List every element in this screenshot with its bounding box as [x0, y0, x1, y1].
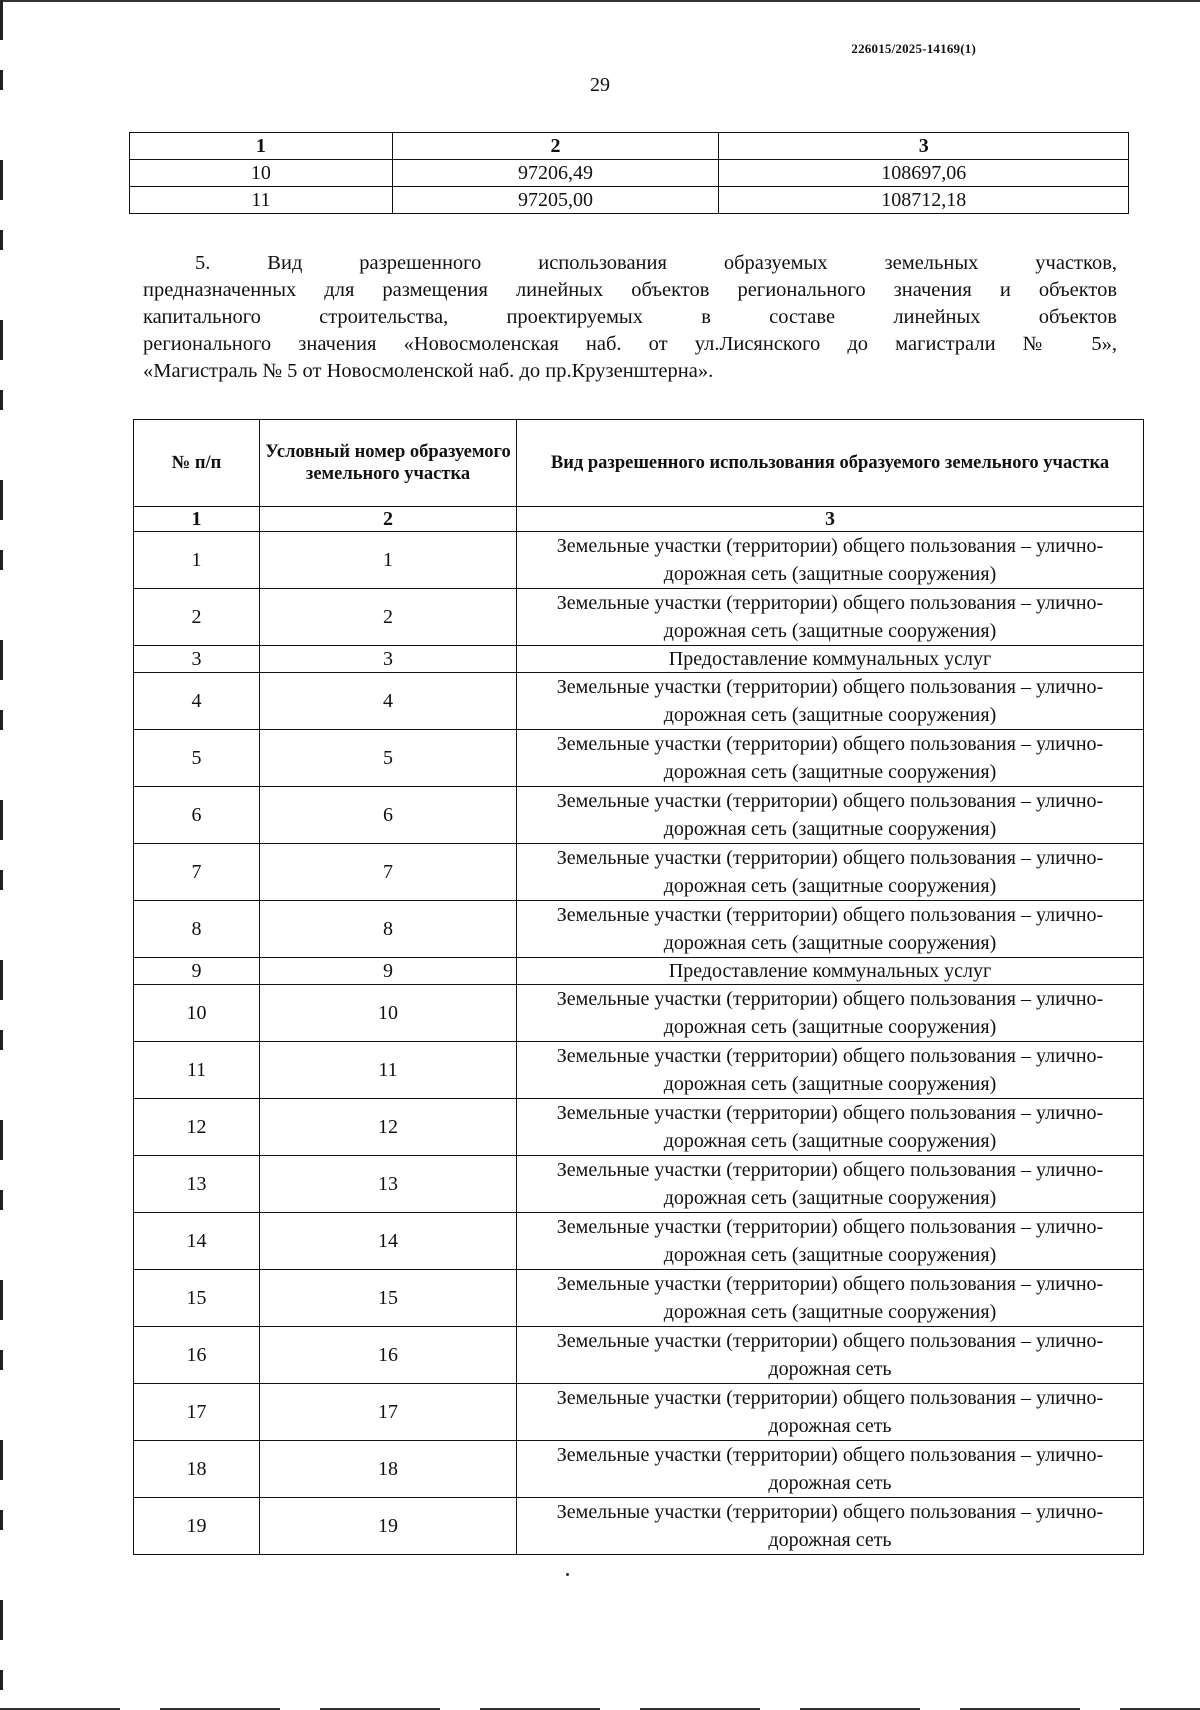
header-cell: 1: [130, 133, 393, 160]
table-row: [134, 730, 1144, 787]
permitted-use: Земельные участки (территории) общего пользования – улично-дорожная сеть (защитные сооружения): [517, 1099, 1144, 1156]
row-number: 3: [134, 646, 260, 673]
permitted-use: Земельные участки (территории) общего пользования – улично-дорожная сеть: [517, 1498, 1144, 1555]
plot-number: 11: [260, 1042, 517, 1099]
plot-number: 12: [260, 1099, 517, 1156]
document-id: 226015/2025-14169(1): [851, 41, 976, 56]
row-number: 15: [134, 1270, 260, 1327]
row-number: 18: [134, 1441, 260, 1498]
table-row: [134, 1099, 1144, 1156]
plot-number: 7: [260, 844, 517, 901]
paragraph-line: предназначенных для размещения линейных объектов регионального значения и объектов: [143, 279, 1117, 301]
permitted-use: Земельные участки (территории) общего пользования – улично-дорожная сеть (защитные сооружения): [517, 1270, 1144, 1327]
permitted-use: Земельные участки (территории) общего пользования – улично-дорожная сеть (защитные сооружения): [517, 985, 1144, 1042]
row-number: 5: [134, 730, 260, 787]
row-number: 7: [134, 844, 260, 901]
plot-number: 6: [260, 787, 517, 844]
plot-number: 4: [260, 673, 517, 730]
table-row: [130, 160, 1129, 187]
column-number: 2: [260, 507, 517, 532]
scan-left-edge: [0, 0, 3, 1710]
table-row: [134, 1213, 1144, 1270]
row-number: 11: [134, 1042, 260, 1099]
paragraph-line: 5. Вид разрешенного использования образуемых земельных участков,: [195, 252, 1117, 274]
plot-number: 5: [260, 730, 517, 787]
row-number: 10: [134, 985, 260, 1042]
plot-number: 8: [260, 901, 517, 958]
table-row: [134, 1270, 1144, 1327]
scan-top-edge: [0, 0, 1200, 2]
table-row: [134, 1156, 1144, 1213]
coordinate-x: 97206,49: [392, 160, 719, 187]
table-row: [134, 646, 1144, 673]
coordinates-header-row: [130, 133, 1129, 160]
row-number: 4: [134, 673, 260, 730]
row-number: 12: [134, 1099, 260, 1156]
permitted-use: Земельные участки (территории) общего пользования – улично-дорожная сеть: [517, 1327, 1144, 1384]
permitted-use: Земельные участки (территории) общего пользования – улично-дорожная сеть (защитные сооружения): [517, 787, 1144, 844]
table-row: [134, 1384, 1144, 1441]
table-row: [134, 532, 1144, 589]
permitted-use: Предоставление коммунальных услуг: [517, 958, 1144, 985]
paragraph-line: «Магистраль № 5 от Новосмоленской наб. до пр.Крузенштерна».: [143, 360, 714, 382]
row-number: 14: [134, 1213, 260, 1270]
table-row: [134, 1498, 1144, 1555]
plot-number: 15: [260, 1270, 517, 1327]
scan-speck: [566, 1573, 569, 1576]
point-number: 10: [130, 160, 393, 187]
table-row: [134, 844, 1144, 901]
plot-number: 13: [260, 1156, 517, 1213]
permitted-use: Земельные участки (территории) общего пользования – улично-дорожная сеть (защитные сооружения): [517, 844, 1144, 901]
permitted-use: Земельные участки (территории) общего пользования – улично-дорожная сеть (защитные сооружения): [517, 730, 1144, 787]
plot-number: 18: [260, 1441, 517, 1498]
plot-number: 9: [260, 958, 517, 985]
header-number: № п/п: [134, 420, 260, 507]
permitted-use: Земельные участки (территории) общего пользования – улично-дорожная сеть (защитные сооружения): [517, 673, 1144, 730]
permitted-use: Земельные участки (территории) общего пользования – улично-дорожная сеть (защитные сооружения): [517, 1042, 1144, 1099]
permitted-use: Предоставление коммунальных услуг: [517, 646, 1144, 673]
table-row: [134, 958, 1144, 985]
table-row: [134, 901, 1144, 958]
coordinates-table: [129, 132, 1129, 214]
row-number: 1: [134, 532, 260, 589]
column-number: 1: [134, 507, 260, 532]
row-number: 19: [134, 1498, 260, 1555]
row-number: 9: [134, 958, 260, 985]
row-number: 17: [134, 1384, 260, 1441]
row-number: 2: [134, 589, 260, 646]
table-row: [134, 1441, 1144, 1498]
row-number: 6: [134, 787, 260, 844]
page-number: 29: [590, 74, 610, 96]
plot-number: 2: [260, 589, 517, 646]
table-row: [130, 187, 1129, 214]
header-cell: 3: [719, 133, 1129, 160]
column-number: 3: [517, 507, 1144, 532]
row-number: 8: [134, 901, 260, 958]
land-use-table: [133, 419, 1144, 1555]
header-plot-number: Условный номер образуемого земельного участка: [260, 420, 517, 507]
plot-number: 19: [260, 1498, 517, 1555]
paragraph-line: капитального строительства, проектируемых в составе линейных объектов: [143, 306, 1117, 328]
table-row: [134, 1327, 1144, 1384]
plot-number: 14: [260, 1213, 517, 1270]
permitted-use: Земельные участки (территории) общего пользования – улично-дорожная сеть (защитные сооружения): [517, 532, 1144, 589]
permitted-use: Земельные участки (территории) общего пользования – улично-дорожная сеть: [517, 1384, 1144, 1441]
row-number: 16: [134, 1327, 260, 1384]
coordinate-y: 108712,18: [719, 187, 1129, 214]
table-row: [134, 589, 1144, 646]
plot-number: 17: [260, 1384, 517, 1441]
permitted-use: Земельные участки (территории) общего пользования – улично-дорожная сеть: [517, 1441, 1144, 1498]
plot-number: 16: [260, 1327, 517, 1384]
coordinate-x: 97205,00: [392, 187, 719, 214]
paragraph-line: регионального значения «Новосмоленская наб. от ул.Лисянского до магистрали № 5»,: [143, 333, 1117, 355]
plot-number: 1: [260, 532, 517, 589]
point-number: 11: [130, 187, 393, 214]
section-paragraph: [143, 250, 1117, 385]
land-use-header-row: [134, 420, 1144, 507]
column-numbering-row: [134, 507, 1144, 532]
plot-number: 3: [260, 646, 517, 673]
header-cell: 2: [392, 133, 719, 160]
table-row: [134, 787, 1144, 844]
coordinate-y: 108697,06: [719, 160, 1129, 187]
permitted-use: Земельные участки (территории) общего пользования – улично-дорожная сеть (защитные сооружения): [517, 1156, 1144, 1213]
permitted-use: Земельные участки (территории) общего пользования – улично-дорожная сеть (защитные сооружения): [517, 1213, 1144, 1270]
header-permitted-use: Вид разрешенного использования образуемого земельного участка: [517, 420, 1144, 507]
table-row: [134, 1042, 1144, 1099]
row-number: 13: [134, 1156, 260, 1213]
table-row: [134, 673, 1144, 730]
plot-number: 10: [260, 985, 517, 1042]
permitted-use: Земельные участки (территории) общего пользования – улично-дорожная сеть (защитные сооружения): [517, 589, 1144, 646]
table-row: [134, 985, 1144, 1042]
permitted-use: Земельные участки (территории) общего пользования – улично-дорожная сеть (защитные сооружения): [517, 901, 1144, 958]
